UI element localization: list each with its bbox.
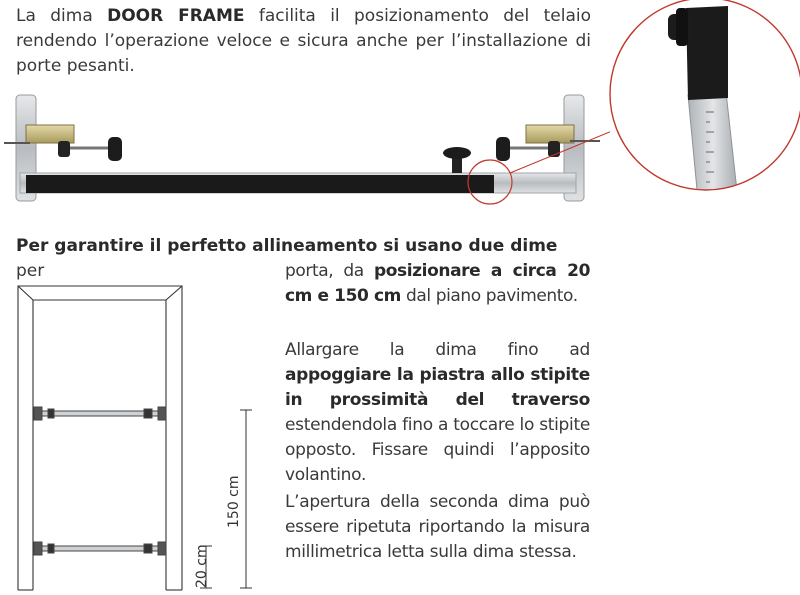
door-frame-diagram	[10, 278, 280, 595]
alignment-heading: Per garantire il perfetto allineamento si usano due dime per	[16, 236, 558, 281]
dimension-150cm: 150 cm	[226, 475, 242, 528]
repeat-paragraph: L’apertura della seconda dima può essere ripetuta riportando la misura millimetrica letta sulla dima stessa.	[285, 492, 590, 562]
alignment-continuation: porta, da posizionare a circa 20 cm e 150 cm dal piano pavimento.	[285, 261, 590, 306]
product-photo	[0, 85, 610, 210]
lower-jig	[34, 542, 166, 555]
instruction-paragraph: Allargare la dima fino ad appoggiare la piastra allo stipite in prossimità del traverso estendendola fino a toccare lo stipite opposto. Fissare quindi l’apposito volantino.	[285, 340, 590, 485]
upper-jig	[34, 407, 166, 420]
product-name: DOOR FRAME	[107, 6, 245, 26]
dimension-20cm: 20 cm	[194, 544, 210, 588]
zoom-detail	[606, 0, 800, 200]
intro-paragraph: La dima DOOR FRAME facilita il posizionamento del telaio rendendo l’operazione veloce e sicura anche per l’installazione di porte pesanti.	[16, 6, 591, 76]
